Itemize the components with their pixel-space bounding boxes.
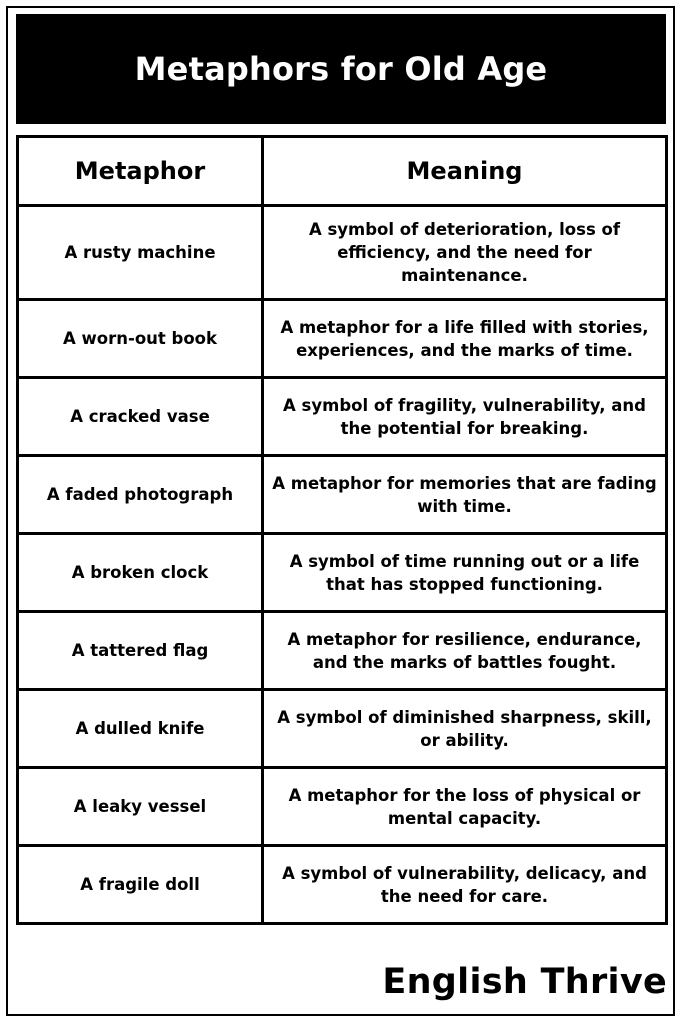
table-row <box>18 534 667 612</box>
table-row <box>18 846 667 924</box>
metaphor-cell: A leaky vessel <box>18 768 263 846</box>
metaphor-cell: A cracked vase <box>18 378 263 456</box>
page-title: Metaphors for Old Age <box>134 50 548 88</box>
metaphor-cell: A rusty machine <box>18 206 263 300</box>
metaphor-cell: A fragile doll <box>18 846 263 924</box>
column-header-meaning: Meaning <box>263 137 667 206</box>
meaning-cell: A metaphor for a life filled with stories, experiences, and the marks of time. <box>263 300 667 378</box>
meaning-cell: A metaphor for resilience, endurance, and the marks of battles fought. <box>263 612 667 690</box>
metaphor-cell: A worn-out book <box>18 300 263 378</box>
meaning-cell: A symbol of vulnerability, delicacy, and the need for care. <box>263 846 667 924</box>
table-row <box>18 206 667 300</box>
table-row <box>18 300 667 378</box>
table-header-row <box>18 137 667 206</box>
meaning-cell: A metaphor for memories that are fading with time. <box>263 456 667 534</box>
meaning-cell: A metaphor for the loss of physical or mental capacity. <box>263 768 667 846</box>
title-banner <box>16 14 666 124</box>
meaning-cell: A symbol of fragility, vulnerability, and the potential for breaking. <box>263 378 667 456</box>
meaning-cell: A symbol of deterioration, loss of efficiency, and the need for maintenance. <box>263 206 667 300</box>
brand-watermark: English Thrive <box>382 962 667 1002</box>
table-row <box>18 690 667 768</box>
table-row <box>18 456 667 534</box>
meaning-cell: A symbol of diminished sharpness, skill, or ability. <box>263 690 667 768</box>
metaphor-cell: A tattered flag <box>18 612 263 690</box>
metaphor-cell: A dulled knife <box>18 690 263 768</box>
metaphor-cell: A broken clock <box>18 534 263 612</box>
metaphor-table <box>16 135 668 925</box>
table-row <box>18 378 667 456</box>
table-row <box>18 768 667 846</box>
column-header-metaphor: Metaphor <box>18 137 263 206</box>
table-row <box>18 612 667 690</box>
metaphor-cell: A faded photograph <box>18 456 263 534</box>
meaning-cell: A symbol of time running out or a life that has stopped functioning. <box>263 534 667 612</box>
